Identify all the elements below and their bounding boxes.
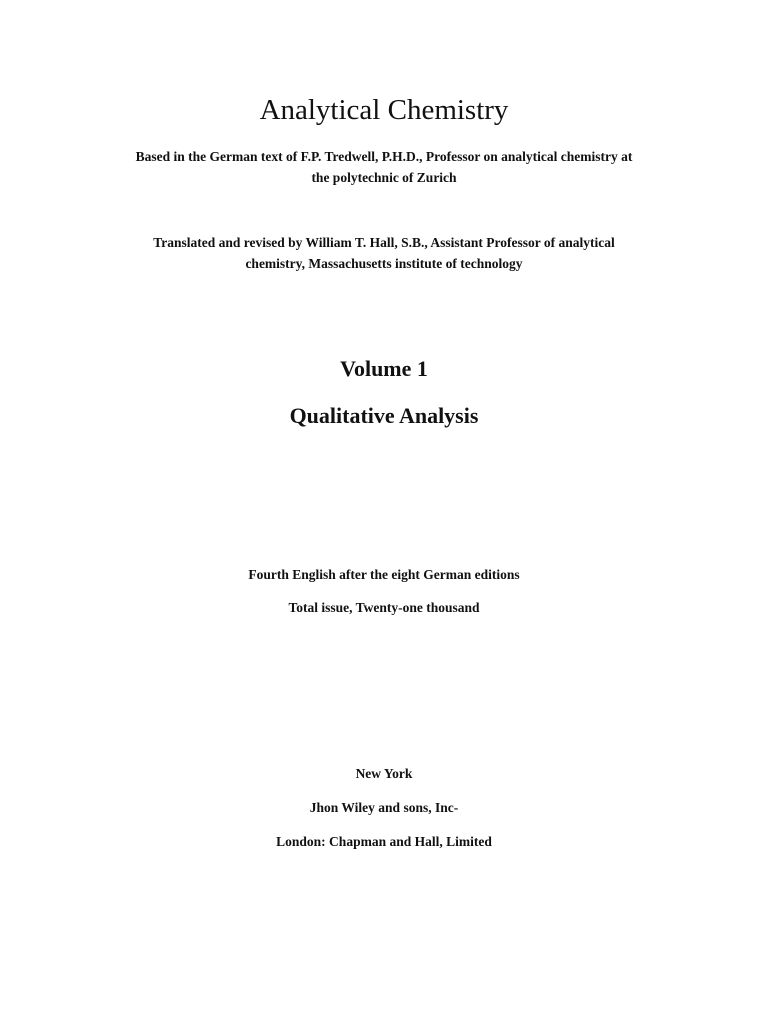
- volume-number: Volume 1: [340, 356, 428, 381]
- translated-by-text: [84, 232, 684, 274]
- based-on-text: [84, 146, 684, 188]
- edition-text: Fourth English after the eight German editions: [248, 567, 520, 582]
- publisher-name: Jhon Wiley and sons, Inc-: [309, 800, 459, 815]
- based-on-line-2: the polytechnic of Zurich: [311, 170, 457, 185]
- translated-line-2: chemistry, Massachusetts institute of technology: [245, 256, 523, 271]
- publisher-city: New York: [355, 766, 413, 781]
- based-on-line-1: Based in the German text of F.P. Tredwell, P.H.D., Professor on analytical chemistry at: [135, 149, 633, 164]
- translated-line-1: Translated and revised by William T. Hall, S.B., Assistant Professor of analytical: [153, 235, 615, 250]
- book-title: Analytical Chemistry: [259, 94, 509, 126]
- issue-text: Total issue, Twenty-one thousand: [288, 600, 480, 615]
- publisher-london: London: Chapman and Hall, Limited: [276, 834, 492, 849]
- volume-title: Qualitative Analysis: [289, 403, 479, 428]
